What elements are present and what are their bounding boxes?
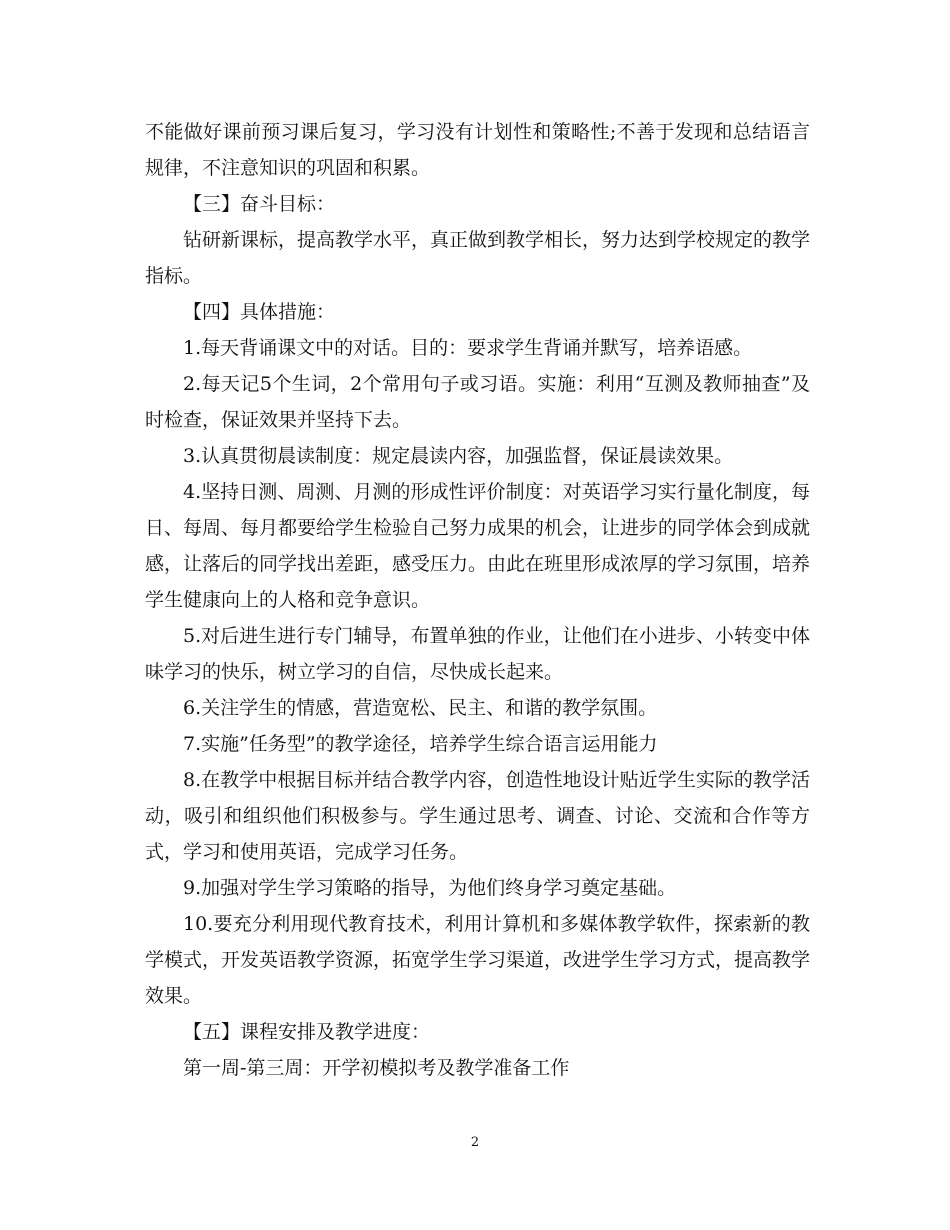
section-heading-schedule: 【五】课程安排及教学进度： <box>183 1021 431 1043</box>
list-item: 7.实施”任务型”的教学途径，培养学生综合语言运用能力 <box>183 733 658 755</box>
document-body <box>145 114 810 1086</box>
list-item: 8.在教学中根据目标并结合教学内容，创造性地设计贴近学生实际的教学活动，吸引和组织他们积极参与。学生通过思考、调查、讨论、交流和合作等方式，学习和使用英语，完成学习任务。 <box>145 769 810 863</box>
list-item: 10.要充分利用现代教育技术，利用计算机和多媒体教学软件，探索新的教学模式，开发英语教学资源，拓宽学生学习渠道，改进学生学习方式，提高教学效果。 <box>145 913 811 1007</box>
list-item: 2.每天记5个生词，2个常用句子或习语。实施：利用“互测及教师抽查”及时检查，保证效果并坚持下去。 <box>145 373 810 431</box>
paragraph-continuation: 不能做好课前预习课后复习，学习没有计划性和策略性;不善于发现和总结语言规律，不注意知识的巩固和积累。 <box>145 121 810 179</box>
list-item: 3.认真贯彻晨读制度：规定晨读内容，加强监督，保证晨读效果。 <box>183 445 734 467</box>
list-item: 5.对后进生进行专门辅导，布置单独的作业，让他们在小进步、小转变中体味学习的快乐，树立学习的自信，尽快成长起来。 <box>145 625 810 683</box>
section-heading-goals: 【三】奋斗目标： <box>183 193 336 215</box>
paragraph-goals: 钻研新课标，提高教学水平，真正做到教学相长，努力达到学校规定的教学指标。 <box>145 229 811 287</box>
list-item: 9.加强对学生学习策略的指导，为他们终身学习奠定基础。 <box>183 877 677 899</box>
section-heading-measures: 【四】具体措施： <box>183 301 336 323</box>
list-item: 1.每天背诵课文中的对话。目的：要求学生背诵并默写，培养语感。 <box>183 337 753 359</box>
schedule-item: 第一周-第三周：开学初模拟考及教学准备工作 <box>183 1057 570 1079</box>
list-item: 6.关注学生的情感，营造宽松、民主、和谐的教学氛围。 <box>183 697 658 719</box>
page-number: 2 <box>470 1135 480 1150</box>
list-item: 4.坚持日测、周测、月测的形成性评价制度：对英语学习实行量化制度，每日、每周、每月都要给学生检验自己努力成果的机会，让进步的同学体会到成就感，让落后的同学找出差距，感受压力。由此在班里形成浓厚的学习氛围，培养学生健康向上的人格和竞争意识。 <box>145 481 811 611</box>
